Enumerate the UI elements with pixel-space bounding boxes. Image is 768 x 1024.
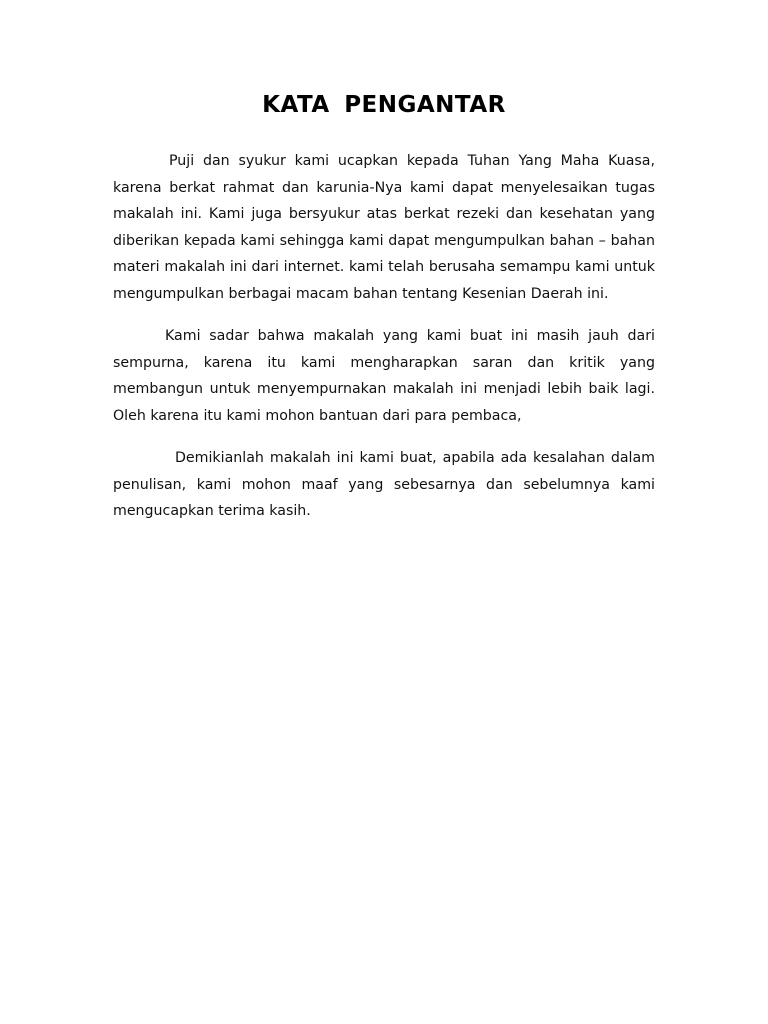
- paragraph-3: Demikianlah makalah ini kami buat, apabila ada kesalahan dalam penulisan, kami mohon maaf yang sebesarnya dan sebelumnya kami mengucapkan terima kasih.: [113, 450, 655, 519]
- paragraph-2: Kami sadar bahwa makalah yang kami buat ini masih jauh dari sempurna, karena itu kami mengharapkan saran dan kritik yang membangun untuk menyempurnakan makalah ini menjadi lebih baik lagi. Oleh karena itu kami mohon bantuan dari para pembaca,: [113, 328, 655, 424]
- paragraph-1: Puji dan syukur kami ucapkan kepada Tuhan Yang Maha Kuasa, karena berkat rahmat dan karunia-Nya kami dapat menyelesaikan tugas makalah ini. Kami juga bersyukur atas berkat rezeki dan kesehatan yang diberikan kepada kami sehingga kami dapat mengumpulkan bahan – bahan materi makalah ini dari internet. kami telah berusaha semampu kami untuk mengumpulkan berbagai macam bahan tentang Kesenian Daerah ini.: [113, 153, 655, 302]
- page-title: KATA PENGANTAR: [262, 92, 506, 118]
- document-body: [113, 148, 655, 541]
